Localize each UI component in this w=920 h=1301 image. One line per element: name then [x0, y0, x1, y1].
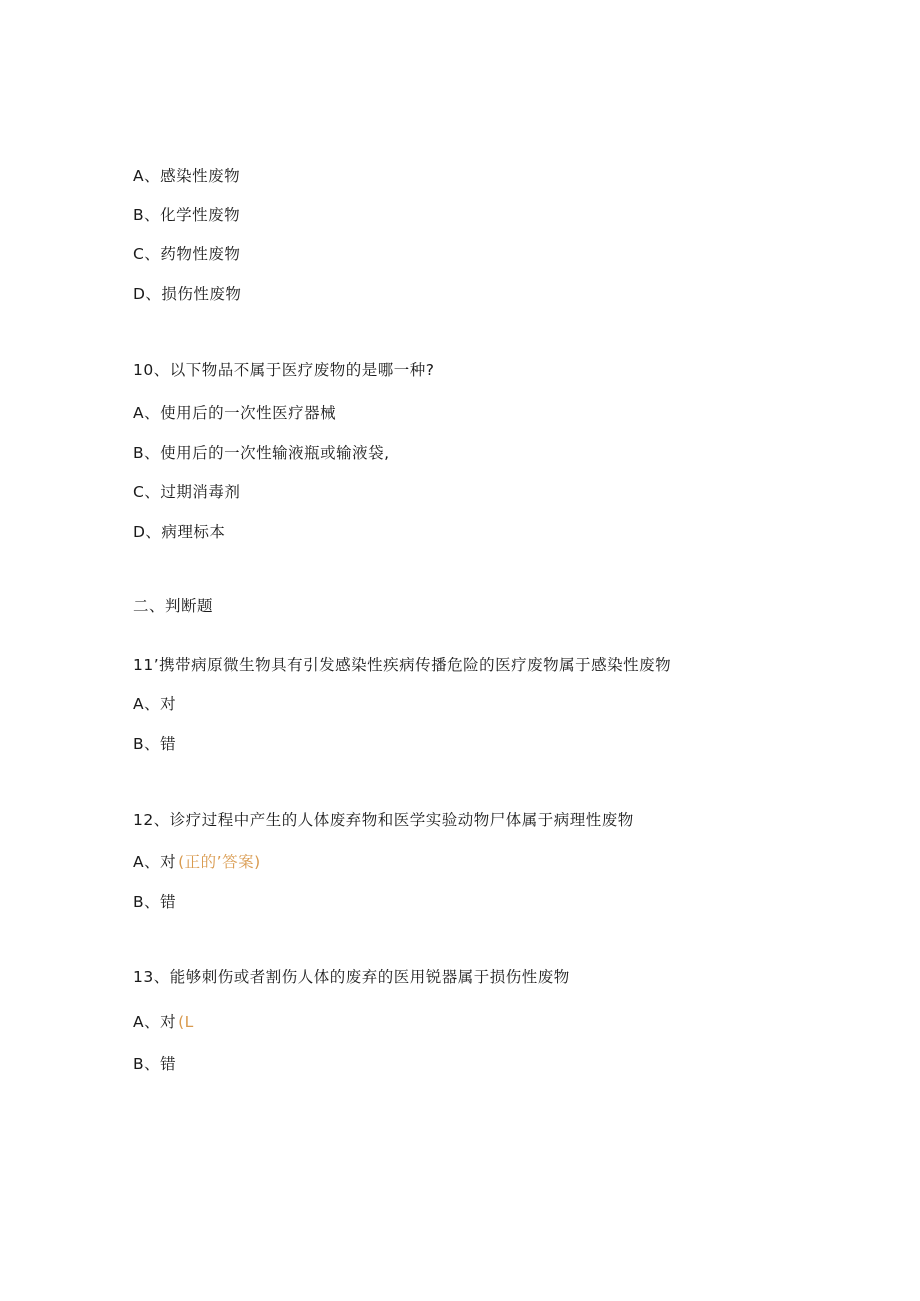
q12-option-a-row — [133, 852, 261, 872]
q12-answer-note: (正的’答案) — [178, 853, 261, 871]
q11-question: 11’携带病原微生物具有引发感染性疾病传播危险的医疗废物属于感染性废物 — [133, 656, 672, 674]
q10-option-b: B、使用后的一次性输液瓶或输液袋, — [133, 444, 390, 462]
q12-option-b: B、错 — [133, 893, 177, 911]
q13-question: 13、能够刺伤或者割伤人体的废弃的医用锐器属于损伤性废物 — [133, 968, 570, 986]
q11-option-a: A、对 — [133, 695, 177, 713]
q10-option-d: D、病理标本 — [133, 523, 226, 541]
q9-option-d: D、损伤性废物 — [133, 285, 242, 303]
q11-option-b: B、错 — [133, 735, 177, 753]
q13-option-a: A、对 — [133, 1013, 177, 1031]
q13-option-a-row — [133, 1012, 194, 1032]
q12-option-a: A、对 — [133, 853, 177, 871]
q10-option-a: A、使用后的一次性医疗器械 — [133, 404, 337, 422]
q10-option-c: C、过期消毒剂 — [133, 483, 241, 501]
section-title-true-false: 二、判断题 — [133, 597, 214, 615]
q9-option-c: C、药物性废物 — [133, 245, 241, 263]
q9-option-b: B、化学性废物 — [133, 206, 241, 224]
q13-option-b: B、错 — [133, 1055, 177, 1073]
q10-question: 10、以下物品不属于医疗废物的是哪一种? — [133, 361, 435, 379]
q12-question: 12、诊疗过程中产生的人体废弃物和医学实验动物尸体属于病理性废物 — [133, 811, 634, 829]
q9-option-a: A、感染性废物 — [133, 167, 241, 185]
q13-answer-note: (L — [178, 1013, 194, 1031]
